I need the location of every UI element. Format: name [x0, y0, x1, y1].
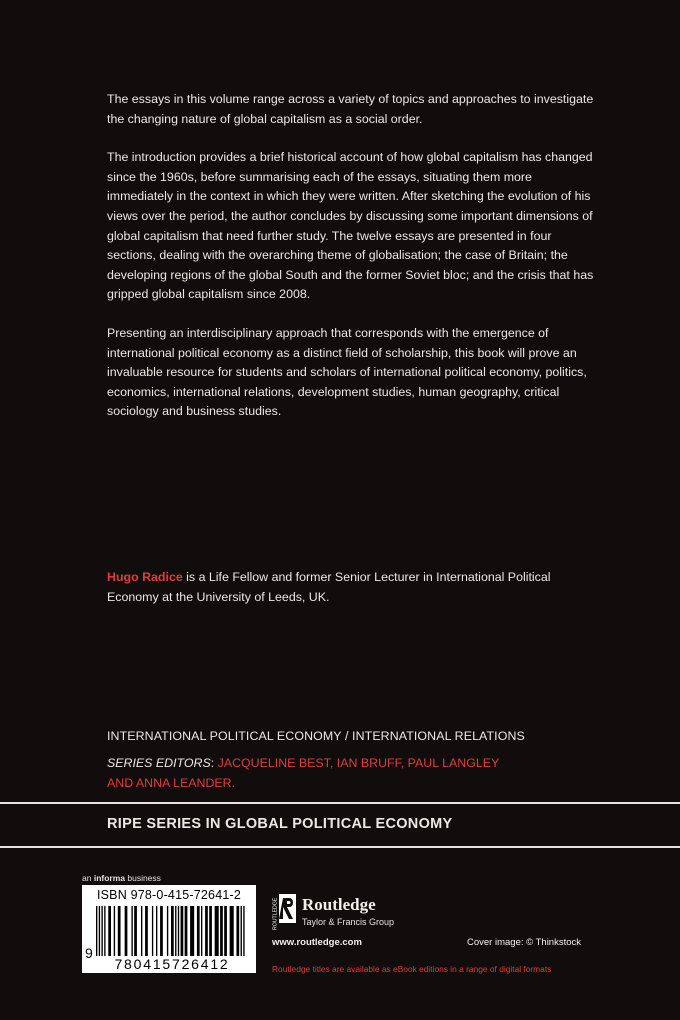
barcode-bar: [104, 906, 105, 956]
series-editors-separator: :: [210, 756, 218, 770]
barcode-bar: [241, 906, 242, 956]
publisher-group: Taylor & Francis Group: [302, 917, 395, 927]
barcode-bar: [156, 906, 157, 956]
barcode-bar: [178, 906, 179, 956]
barcode-bar: [108, 906, 111, 956]
barcode-bar: [236, 906, 239, 956]
barcode-bar: [125, 906, 128, 956]
barcode-bar: [160, 906, 163, 956]
author-bio-text: is a Life Fellow and former Senior Lecturer in International Political Economy at the University of Leeds, UK.: [107, 570, 551, 604]
barcode-bars: [96, 906, 246, 956]
informa-prefix: an: [82, 873, 94, 883]
bottom-divider: [0, 846, 680, 848]
barcode-bar: [209, 906, 212, 956]
barcode-bar: [101, 906, 102, 956]
barcode-bar: [167, 906, 168, 956]
ebook-note: Routledge titles are available as eBook editions in a range of digital formats: [272, 964, 552, 974]
series-title: RIPE SERIES IN GLOBAL POLITICAL ECONOMY: [107, 816, 453, 832]
description-paragraph-2: The introduction provides a brief historical account of how global capitalism has changed since the 1960s, before summarising each of the essays, situating them more immediately in the context in which they were written. After sketching the evolution of his views over the period, the author concludes by discussing some important dimensions of global capitalism that need further study. The twelve essays are presented in four sections, dealing with the overarching theme of globalisation; the case of Britain; the developing regions of the global South and the former Soviet bloc; and the crisis that has gripped global capitalism since 2008.: [107, 150, 594, 302]
series-editors: [107, 754, 507, 793]
barcode-bar: [185, 906, 188, 956]
barcode-bar: [201, 906, 202, 956]
book-description: [107, 90, 597, 441]
top-divider: [0, 802, 680, 804]
barcode-bar: [134, 906, 137, 956]
barcode-bar: [131, 906, 132, 956]
description-paragraph-1: The essays in this volume range across a variety of topics and approaches to investigate the changing nature of global capitalism as a social order.: [107, 92, 594, 126]
author-bio: [107, 568, 597, 607]
barcode-bar: [145, 906, 148, 956]
routledge-vertical-text: ROUTLEDGE: [272, 897, 279, 930]
barcode-bar: [230, 906, 234, 956]
publisher-name: Routledge: [302, 895, 376, 914]
publisher-website[interactable]: www.routledge.com: [272, 937, 362, 948]
barcode-bar: [190, 906, 194, 956]
cover-credit: Cover image: © Thinkstock: [467, 937, 582, 948]
barcode-bar: [197, 906, 200, 956]
informa-tagline: [82, 873, 161, 883]
author-name: Hugo Radice: [107, 570, 183, 584]
description-paragraph-3: Presenting an interdisciplinary approach that corresponds with the emergence of international political economy as a distinct field of scholarship, this book will prove an invaluable resource for students and scholars of international political economy, politics, economics, international relations, development studies, human geography, critical sociology and business studies.: [107, 325, 587, 419]
barcode-bar: [220, 906, 223, 956]
barcode-bar: [175, 906, 176, 956]
barcode-bar: [215, 906, 219, 956]
barcode-bar: [181, 906, 184, 956]
informa-suffix: business: [125, 873, 161, 883]
barcode-first-digit: 9: [85, 945, 93, 961]
informa-brand: informa: [93, 873, 125, 883]
barcode-digits: 780415726412: [114, 956, 230, 972]
barcode-bar: [205, 906, 208, 956]
isbn-text: ISBN 978-0-415-72641-2: [96, 888, 242, 902]
series-editors-names: JACQUELINE BEST, IAN BRUFF, PAUL LANGLEY AND ANNA LEANDER.: [107, 756, 500, 790]
barcode-bar: [224, 906, 227, 956]
series-editors-label: SERIES EDITORS: [107, 756, 211, 770]
barcode-bar: [141, 906, 142, 956]
barcode-bar: [118, 906, 121, 956]
barcode-bar: [152, 906, 153, 956]
barcode-bar: [99, 906, 100, 956]
routledge-logo-icon: [272, 892, 298, 932]
barcode-bar: [243, 906, 244, 956]
barcode: [82, 885, 256, 973]
subject-category: INTERNATIONAL POLITICAL ECONOMY / INTERNATIONAL RELATIONS: [107, 729, 525, 743]
barcode-bar: [96, 906, 97, 956]
barcode-bar: [171, 906, 174, 956]
barcode-bar: [114, 906, 115, 956]
